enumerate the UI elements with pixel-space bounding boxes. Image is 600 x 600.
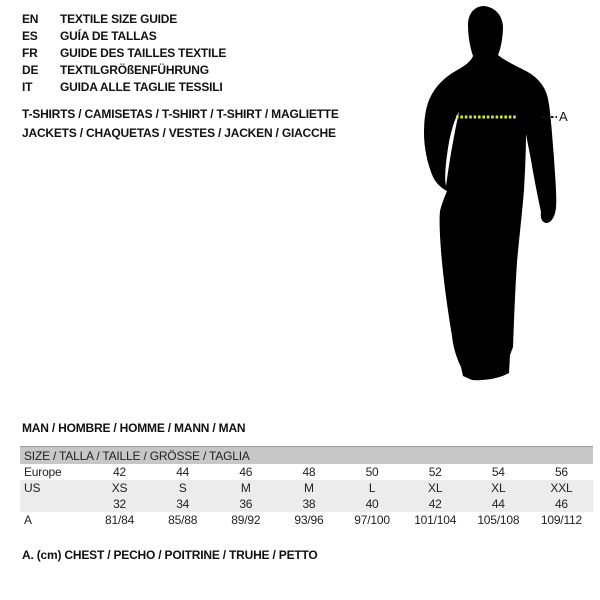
category-lines <box>22 105 339 143</box>
table-cell: 42 <box>428 497 442 511</box>
table-row <box>20 464 593 480</box>
lang-row-es <box>22 28 226 45</box>
man-silhouette <box>424 6 556 380</box>
row-label: US <box>24 481 41 495</box>
table-cell: XL <box>428 481 443 495</box>
table-cell: 36 <box>239 497 253 511</box>
lang-row-de <box>22 62 226 79</box>
table-cell: 85/88 <box>168 513 198 527</box>
table-row <box>20 496 593 512</box>
table-cell: M <box>240 481 251 495</box>
language-guide <box>22 11 226 96</box>
row-label: Europe <box>24 465 62 479</box>
table-cell: L <box>368 481 376 495</box>
table-cell: 42 <box>113 465 127 479</box>
lang-row-it <box>22 79 226 96</box>
section-title-man: MAN / HOMBRE / HOMME / MANN / MAN <box>22 421 246 435</box>
lang-code: IT <box>22 80 33 94</box>
table-cell: 46 <box>239 465 253 479</box>
table-cell: 54 <box>491 465 505 479</box>
table-cell: 48 <box>302 465 316 479</box>
table-cell: 32 <box>113 497 127 511</box>
table-cell: 105/108 <box>477 513 520 527</box>
lang-code: EN <box>22 12 39 26</box>
lang-label: GUÍA DE TALLAS <box>60 29 157 43</box>
table-cell: 44 <box>491 497 505 511</box>
size-table <box>20 446 593 528</box>
table-cell: XXL <box>550 481 573 495</box>
table-cell: 38 <box>302 497 316 511</box>
table-cell: 44 <box>176 465 190 479</box>
lang-label: TEXTILE SIZE GUIDE <box>60 12 178 26</box>
man-silhouette-figure <box>415 0 600 400</box>
size-table-rows <box>20 464 593 528</box>
lang-row-en <box>22 11 226 28</box>
size-table-header: SIZE / TALLA / TAILLE / GRÖSSE / TAGLIA <box>20 446 593 464</box>
measurement-footnote: A. (cm) CHEST / PECHO / POITRINE / TRUHE / PETTO <box>22 548 318 562</box>
table-cell: XL <box>491 481 506 495</box>
category-tshirts: T-SHIRTS / CAMISETAS / T-SHIRT / T-SHIRT / MAGLIETTE <box>22 107 339 121</box>
table-cell: 56 <box>554 465 568 479</box>
lang-code: ES <box>22 29 38 43</box>
category-jackets: JACKETS / CHAQUETAS / VESTES / JACKEN / GIACCHE <box>22 126 336 140</box>
table-cell: 93/96 <box>294 513 324 527</box>
lang-label: GUIDA ALLE TAGLIE TESSILI <box>60 80 223 94</box>
lang-row-fr <box>22 45 226 62</box>
table-cell: 52 <box>428 465 442 479</box>
table-cell: 89/92 <box>231 513 261 527</box>
table-cell: S <box>178 481 187 495</box>
table-cell: 34 <box>176 497 190 511</box>
lang-label: TEXTILGRÖßENFÜHRUNG <box>60 63 209 77</box>
table-cell: 50 <box>365 465 379 479</box>
table-cell: 40 <box>365 497 379 511</box>
lang-code: DE <box>22 63 39 77</box>
lang-label: GUIDE DES TAILLES TEXTILE <box>60 46 227 60</box>
table-cell: 97/100 <box>354 513 390 527</box>
table-cell: 46 <box>554 497 568 511</box>
table-cell: XS <box>111 481 128 495</box>
table-cell: 101/104 <box>414 513 457 527</box>
row-label <box>20 496 88 512</box>
table-cell: M <box>304 481 314 495</box>
table-row <box>20 512 593 528</box>
table-cell: 109/112 <box>540 513 582 527</box>
table-row <box>20 480 593 496</box>
table-cell: 81/84 <box>105 513 135 527</box>
lang-code: FR <box>22 46 38 60</box>
measurement-a-label: A <box>559 109 568 124</box>
row-label: A <box>24 513 32 527</box>
